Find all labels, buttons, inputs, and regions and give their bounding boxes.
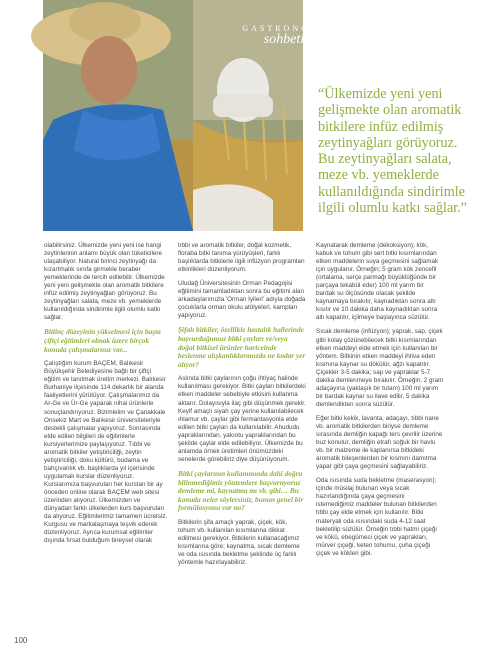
body-paragraph: tıbbi ve aromatik bitkiler, doğal kozmetik, floraba bitki tanıma yürüyüşleri, farklı başlıklarda bitkilerle ilgili infüzyon programları etkinlikleri düzenliyorum. xyxy=(178,242,305,274)
pull-quote: “Ülkemizde yeni yeni gelişmekte olan aromatik bitkilere infüz edilmiş zeytinyağları görüyoruz. Bu zeytinyağları salata, meze vb. yemeklerde kullanıldığında sindirimle ilgili olumlu katkı sağlar.” xyxy=(318,86,467,217)
text-column-1 xyxy=(44,242,168,551)
masthead xyxy=(229,24,339,48)
body-paragraph: Çalıştığım kurum BAÇEM, Balıkesir Büyükşehir Belediyesine bağlı bir çiftçi eğitim ve tanıtmak üretim merkezi. Balıkesir Burhaniye ilçesinde 114 dekarlık bir alanda faaliyetlerini yürütüyor. Çalışmalarımız da Ar-Ge ve Ür-Ge yaparak nihai ürünlerle sonuçlandırıyoruz. Bizimlelim ve Çanakkale Onsekiz Mart ve Balıkesir üniversiteleriyle destekli çalışmalar yapıyoruz. Sonrasında elde edilen bilgileri de eğitimlerle kursiyerlerimize paylaşıyoruz. Tıbbi ve aromatik bitkiler yetiştiriciliği, zeytin yetiştiriciliği, doku kültürü, budama ve bahçıvanlık vb. başlıklarda yıl içerisinde uygulamalı kurslar düzenliyoruz. Kurslarımıza başvuruları her kurstan bir ay önceden online olarak BAÇEM web sitesi üzerinden alıyoruz. Ülkemizden ve dünyadan farklı ülkelerden kurs başvuruları da alıyoruz. Eğitimlerimiz tamamen ücretsiz. Kurgusu ve markalaşmaya teşvik ederek düzenliyoruz. Ayrıca kurumsal eğitimler dışında fırsat bulduğum bireysel olarak xyxy=(44,360,168,545)
body-paragraph: Eğer bitki kekik, lavanta, adaçayı, tıbbi nane vb. aromatik bitkilerden biriyse demleme sırasında demliğin kapağı ters çevrilir üzerine buz konulur, demliğin etrafı soğuk bir havlu vb. bir malzeme ile kaplanırsa bitkideki aromatik bileşenlerden bir kısmını damıtma yapar gibi çaya geçmesini sağlayabiliriz. xyxy=(316,414,443,471)
interview-photo xyxy=(43,0,326,231)
body-paragraph: Oda ısısında suda bekletme (maserasyon); içinde müsilaj bulunan veya sıcak hazırlandığında çaya geçmesini istemediğimiz maddeler bulunan bitkilerden tıbbi çay elde etmek için kullanılır. Bitki materyali oda ısısındaki suda 4-12 saat bekletilip süzülür. Örneğin tıbbi hatmi çiçeği ve kökü, ebegümeci çiçek ve yaprakları, mürver çiçeği, keten tohumu, çuha çiçeği çiçek ve kökleri gibi. xyxy=(316,477,437,557)
page-number: 100 xyxy=(14,636,28,645)
body-paragraph: Bitkilerin şifa amaçlı yaprak, çiçek, kök, tohum vb. kullanılan kısımlarına dikkat edilmesi gerekiyor. Bitkilerin kullanacağımız kısımlarına göre; kaynatma, sıcak demleme ve oda ısısında bekletme şeklinde üç farklı yöntemle hazırlayabiliriz. xyxy=(178,518,300,567)
question-heading: Şifalı bitkiler, özellikle hastalık hallerinde başvurduğumuz bitki çayları ve/veya doğal bitkisel ürünler hariceinde beslenme alışkanlıklarımızda ne kadar yer alıyor? xyxy=(178,325,306,369)
body-paragraph: Uludağ Üniversitesinin Orman Pedagojisi eğitimini tamamladıktan sonra bu eğitimi alan arkadaşlarımızla 'Orman İyileri' adıyla doğada çocuklarla orman okulu atölyeleri, kampları yapıyoruz. xyxy=(178,280,306,320)
question-heading: Bitlinç düzeyinin yükselmesi için başta çiftçi eğitimleri olmak üzere birçok konuda çalışmalarınız var... xyxy=(44,327,161,354)
masthead-subtitle: sohbeti xyxy=(263,32,305,47)
masthead-title: GASTRONOMİ xyxy=(242,24,326,33)
body-paragraph: Sıcak demleme (infüzyon); yaprak, sap, çiçek gibi kolay çözünebilecek bitki kısımlarından etken maddeyi elde etmek için kullanılan bir yöntem. Bitkinin etken maddeyi ihtiva eden kısmına kaynar su dökülür, ağzı kapatılır. Çiçekler 3-5 dakika; sap ve yapraklar 5-7 dakika demlenmeye bırakılır. Örneğin; 2 gram adaçayına (yaklaşık bir tutam) 100 ml yarım bir bardak kaynar su ilave edilir, 5 dakika demlendikten sonra süzülür. xyxy=(316,328,444,408)
question-heading: Bitki çaylarının kullanımında dahi doğru bilinmediğimiz yöntemlere başvuruyoruz demleme mi, kaynatma mı vb. gibi… Bu konuda neler söylersiniz, bunun genel bir formülasyonu var mı? xyxy=(178,468,304,513)
body-paragraph: Kaynatarak demleme (dekoksiyon); kök, kabuk ve tohum gibi sert bitki kısımlarından etken maddelerin suya geçmesini sağlamak için uygulanır. Örneğin; 5 gram kök zencefil (ortalama, serçe parmağı büyüklüğünde bir parçaya tekabül eder) 100 ml yarım bir bardak su ölçüsünde olacak şekilde kaynamaya bırakılır, kaynadıktan sonra altı kısılır ve 10 dakika daha kaynadıktan sonra altı kapatılır, içilmeye başlayınca süzülür. xyxy=(316,242,439,322)
text-column-2 xyxy=(178,242,306,573)
body-paragraph: olabilirsiniz. Ülkemizde yeni yeni ise hangi zeytinlerinin anlamı büyük olan tüketicilere ulaşabiliyor. Natural birinci zeytinyağı da kızartmalık sınıfa girmekle beraber yemeklerinde de tercih edilebilir. Ülkemizde yeni yeni gelişmekte olan aromatik bitkilere infüz edilmiş zeytinyağları görüyoruz. Bu zeytinyağları salata, meze vb. yemeklerde kullanıldığında sindirimle ilgili olumlu katkı sağlar. xyxy=(44,242,165,322)
body-paragraph: Aslında bitki çaylarının çoğu ihtiyaç halinde kullanılması gerekiyor. Bitki çayları bitkilerdeki etken maddeler sebebiyle etkisini kullanma aktarır. Dolayısıyla ilaç gibi düşünmek gerekir. Keyif amaçlı siyah çay yerine kullanılabilecek ıhlamur vb. çaylar gibi fermantasyonla elde edilen bitki çayları da kullanılabilir. Ahududu yapraklarından, yakıotu yapraklarından bu şekilde çaylar elde edilebiliyor. Ülkemizde bu anlamda örnek üretimleri önümüzdeki senelerde görebiliriz diye düşünüyorum. xyxy=(178,375,306,463)
text-column-3 xyxy=(316,242,444,564)
